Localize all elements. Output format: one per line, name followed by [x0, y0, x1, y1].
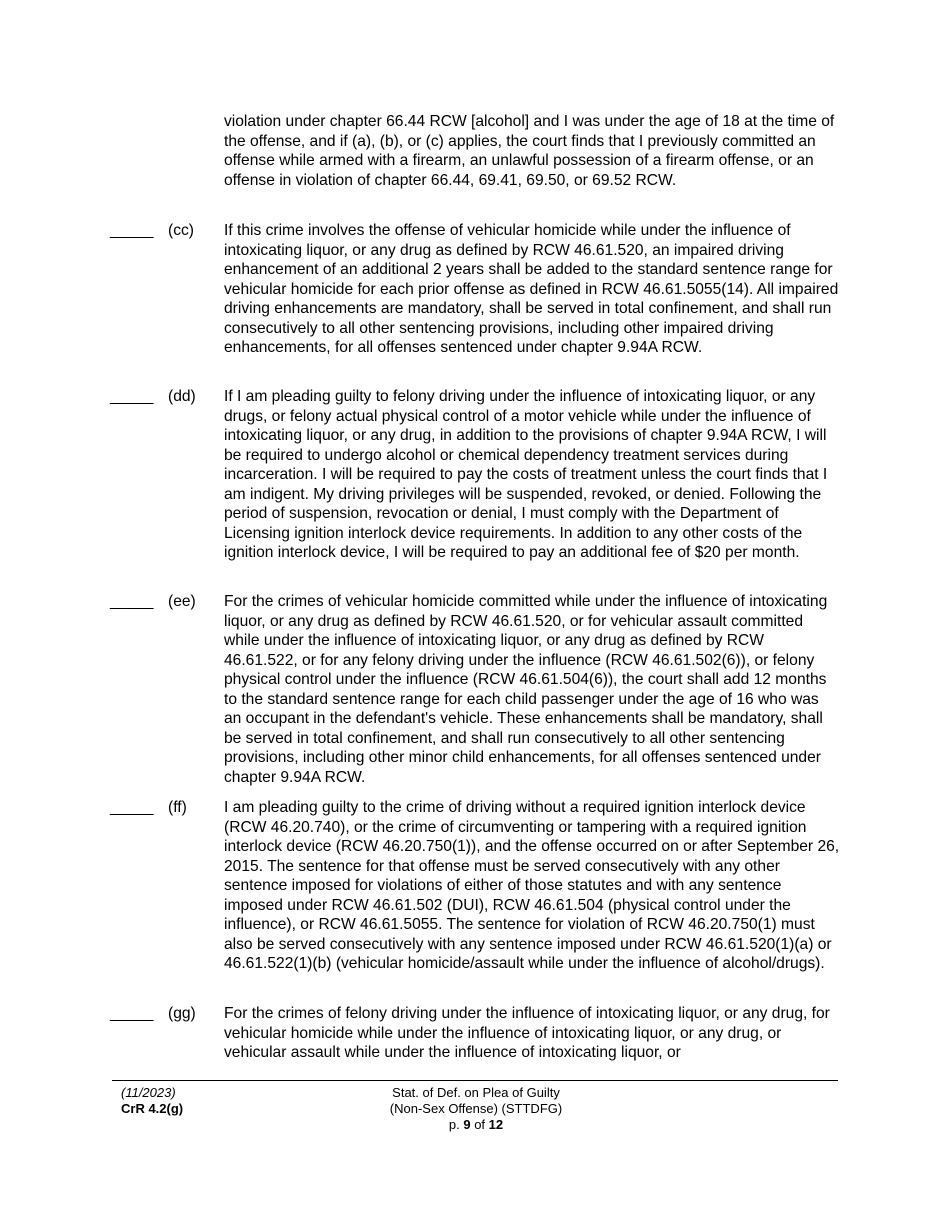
footer-center — [326, 1085, 626, 1133]
item-ff — [110, 798, 840, 974]
item-text: If this crime involves the offense of vehicular homicide while under the influence of intoxicating liquor, or any drug as defined by RCW 46.61.520, an impaired driving enhancement of an additional 2 years shall be added to the standard sentence range for vehicular homicide for each prior offense as defined in RCW 46.61.5055(14). All impaired driving enhancements are mandatory, shall be served in total confinement, and shall run consecutively to all other sentencing provisions, including other impaired driving enhancements, for all offenses sentenced under chapter 9.94A RCW. — [224, 222, 839, 356]
item-ee — [110, 592, 840, 787]
item-gg — [110, 1004, 840, 1063]
item-text: For the crimes of vehicular homicide committed while under the influence of intoxicating liquor, or any drug as defined by RCW 46.61.520, or for vehicular assault committed while under the influence of intoxicating liquor, or any drug as defined by RCW 46.61.522, or for any felony driving under the influence (RCW 46.61.502(6)), or felony physical control under the influence (RCW 46.61.504(6)), the court shall add 12 months to the standard sentence range for each child passenger under the age of 16 who was an occupant in the defendant's vehicle. These enhancements shall be mandatory, shall be served in total confinement, and shall run consecutively to all other sentencing provisions, including other minor child enhancements, for all offenses sentenced under chapter 9.94A RCW. — [224, 593, 828, 786]
form-date: (11/2023) — [121, 1085, 176, 1100]
item-dd — [110, 387, 840, 563]
form-title-line1: Stat. of Def. on Plea of Guilty — [392, 1085, 560, 1100]
item-text: I am pleading guilty to the crime of driving without a required ignition interlock device (RCW 46.20.740), or the crime of circumventing or tampering with a required ignition interlock device (RCW 46.20.750(1)), and the offense occurred on or after September 26, 2015. The sentence for that offense must be served consecutively with any other sentence imposed for violations of either of those statutes and with any sentence imposed under RCW 46.61.502 (DUI), RCW 46.61.504 (physical control under the influence), or RCW 46.61.5055. The sentence for violation of RCW 46.20.750(1) must also be served consecutively with any sentence imposed under RCW 46.61.520(1)(a) or 46.61.522(1)(b) (vehicular homicide/assault while under the influence of alcohol/drugs). — [224, 799, 840, 972]
item-text: For the crimes of felony driving under the influence of intoxicating liquor, or any drug, for vehicular homicide while under the influence of intoxicating liquor, or any drug, or vehicular assault while under the influence of intoxicating liquor, or — [224, 1005, 830, 1061]
item-label: (dd) — [168, 388, 196, 405]
page-indicator — [326, 1117, 626, 1133]
page-total: 12 — [488, 1117, 504, 1132]
item-label: (ee) — [168, 593, 196, 610]
continuation-paragraph: violation under chapter 66.44 RCW [alcohol] and I was under the age of 18 at the time of the offense, and if (a), (b), or (c) applies, the court finds that I previously committed an offense while armed with a firearm, an unlawful possession of a firearm offense, or an offense in violation of chapter 66.44, 69.41, 69.50, or 69.52 RCW. — [224, 113, 835, 189]
initial-blank[interactable]: _____ — [110, 222, 154, 239]
initial-blank[interactable]: _____ — [110, 1005, 154, 1022]
form-title-line2: (Non-Sex Offense) (STTDFG) — [389, 1101, 563, 1116]
item-label: (gg) — [168, 1005, 196, 1022]
initial-blank[interactable]: _____ — [110, 593, 154, 610]
item-label: (cc) — [168, 222, 194, 239]
footer-left — [121, 1085, 183, 1117]
page-of: of — [474, 1117, 486, 1132]
court-rule: CrR 4.2(g) — [121, 1101, 184, 1116]
item-cc — [110, 221, 840, 358]
footer-divider — [112, 1080, 838, 1081]
item-label: (ff) — [168, 799, 187, 816]
page-prefix: p. — [448, 1117, 460, 1132]
initial-blank[interactable]: _____ — [110, 388, 154, 405]
page-number: 9 — [463, 1117, 471, 1132]
initial-blank[interactable]: _____ — [110, 799, 154, 816]
item-text: If I am pleading guilty to felony driving under the influence of intoxicating liquor, or any drugs, or felony actual physical control of a motor vehicle while under the influence of intoxicating liquor, or any drug, in addition to the provisions of chapter 9.94A RCW, I will be required to undergo alcohol or chemical dependency treatment services during incarceration. I will be required to pay the costs of treatment unless the court finds that I am indigent. My driving privileges will be suspended, revoked, or denied. Following the period of suspension, revocation or denial, I must comply with the Department of Licensing ignition interlock device requirements. In addition to any other costs of the ignition interlock device, I will be required to pay an additional fee of $20 per month. — [224, 388, 828, 561]
